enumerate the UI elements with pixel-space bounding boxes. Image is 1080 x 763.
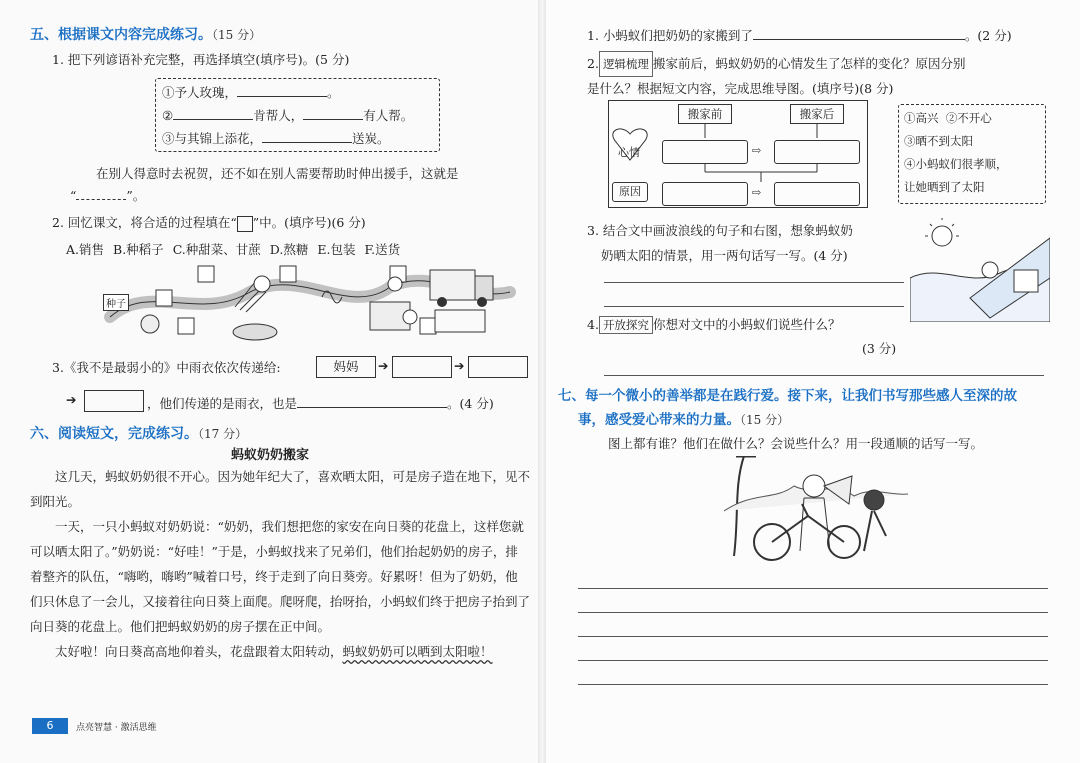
seed-sign: 种子 <box>103 294 129 311</box>
raincoat-box-4[interactable] <box>84 390 144 412</box>
proverb-3: ③与其锦上添花， 送炭。 <box>162 131 390 146</box>
sec5-q3-tail: ，他们传递的是雨衣，也是 。(4 分) <box>147 396 494 411</box>
sec5-q1-fill: “ ”。 <box>70 188 146 203</box>
wavy-sentence: 蚂蚁奶奶可以晒到太阳啦！ <box>342 644 493 659</box>
raincoat-box-mom: 妈妈 <box>316 356 376 378</box>
sunflower-illustration <box>910 218 1050 322</box>
story-para-1: 这几天，蚂蚁奶奶很不开心。因为她年纪大了，喜欢晒太阳，可是房子造在地下，见不到阳光。 <box>30 469 531 509</box>
process-blank-6 <box>420 318 436 334</box>
proverb-1: ①予人玫瑰， 。 <box>162 85 340 100</box>
choice-box: ①高兴 ②不开心 ③晒不到太阳 ④小蚂蚁们很孝顺， 让她晒到了太阳 <box>898 104 1046 204</box>
moved-to-blank[interactable] <box>753 28 965 40</box>
option-f: F.送货 <box>364 242 401 257</box>
helping-illustration <box>724 456 908 564</box>
proverb-1-blank[interactable] <box>237 85 327 97</box>
reason-arrow: ⇨ <box>752 186 762 199</box>
footer-slogan: 点亮智慧 · 激活思维 <box>76 723 157 733</box>
sec6-q4-score: (3 分) <box>862 341 897 356</box>
arrow-3: ➔ <box>66 392 77 407</box>
arrow-2: ➔ <box>454 358 465 373</box>
mood-arrow: ⇨ <box>752 144 762 157</box>
essay-line-3[interactable] <box>578 636 1048 637</box>
mind-after: 搬家后 <box>790 104 844 124</box>
essay-line-4[interactable] <box>578 660 1048 661</box>
mind-mood-label: 心情 <box>618 146 640 159</box>
option-a: A.销售 <box>66 242 105 257</box>
raincoat-box-2[interactable] <box>392 356 452 378</box>
proverb-3-blank[interactable] <box>262 131 352 143</box>
process-blank-2 <box>280 266 296 282</box>
sec7-prompt: 图上都有谁？他们在做什么？会说些什么？用一段通顺的话写一写。 <box>608 436 984 451</box>
process-options <box>66 240 400 258</box>
tag-logic: 逻辑梳理 <box>599 51 653 77</box>
mind-reason-label: 原因 <box>612 182 648 202</box>
sec5-q3: 3.《我不是最弱小的》中雨衣依次传递给: <box>52 360 281 375</box>
book-spine <box>538 0 546 763</box>
option-d: D.熬糖 <box>269 242 309 257</box>
mind-before: 搬家前 <box>678 104 732 124</box>
sec6-q2: 2. 逻辑梳理 搬家前后，蚂蚁奶奶的心情发生了怎样的变化？原因分别 是什么？根据短文内容，完成思维导图。(填序号)(8 分) <box>587 51 1052 101</box>
section5-title: 五、根据课文内容完成练习。（15 分） <box>30 27 262 43</box>
reason-before-blank[interactable] <box>662 182 748 206</box>
q3-answer-line-1[interactable] <box>604 282 904 283</box>
process-blank-1 <box>198 266 214 282</box>
sec5-q1: 1. 把下列谚语补充完整，再选择填空(填序号)。(5 分) <box>52 52 350 67</box>
reason-after-blank[interactable] <box>774 182 860 206</box>
raincoat-box-3[interactable] <box>468 356 528 378</box>
section7-title: 七、每一个微小的善举都是在践行爱。接下来，让我们书写那些感人至深的故 事，感受爱心带来的力量。（15 分） <box>558 388 1017 428</box>
essay-line-2[interactable] <box>578 612 1048 613</box>
process-blank-5 <box>178 318 194 334</box>
raincoat-meaning-blank[interactable] <box>297 396 447 408</box>
story-para-2: 一天，一只小蚂蚁对奶奶说：“奶奶，我们想把您的家安在向日葵的花盘上，这样您就可以晒太阳了。”奶奶说：“好哇！”于是，小蚂蚁找来了兄弟们，他们抬起奶奶的房子，排着整齐的队伍，“嗨哟，嗨哟”喊着口号，终于走到了向日葵旁。好累呀！但为了奶奶，他们只休息了一会儿，又接着往向日葵上面爬。爬呀爬，抬呀抬，小蚂蚁们终于把房子抬到了向日葵的花盘上。他们把蚂蚁奶奶的房子摆在正中间。 <box>30 519 531 634</box>
proverb-box <box>155 78 440 152</box>
essay-line-5[interactable] <box>578 684 1048 685</box>
mood-before-blank[interactable] <box>662 140 748 164</box>
proverb-answer-blank[interactable] <box>76 188 126 200</box>
story-para-3: 太好啦！向日葵高高地仰着头，花盘跟着太阳转动，蚂蚁奶奶可以晒到太阳啦！ <box>55 644 493 659</box>
story-title: 蚂蚁奶奶搬家 <box>230 448 309 463</box>
process-blank-4 <box>156 290 172 306</box>
sec5-q2: 2. 回忆课文，将合适的过程填在“ ”中。(填序号)(6 分) <box>52 215 366 230</box>
option-c: C.种甜菜、甘蔗 <box>172 242 261 257</box>
tag-open: 开放探究 <box>599 316 653 334</box>
proverb-2-blank-a[interactable] <box>173 108 253 120</box>
page-number: 6 <box>32 718 68 734</box>
essay-line-1[interactable] <box>578 588 1048 589</box>
sugar-process-illustration <box>90 262 530 347</box>
option-e: E.包装 <box>317 242 356 257</box>
sec5-q1-text: 在别人得意时去祝贺，还不如在别人需要帮助时伸出援手，这就是 <box>96 166 459 181</box>
arrow-1: ➔ <box>378 358 389 373</box>
q4-answer-line[interactable] <box>604 375 1044 376</box>
sec6-q3: 3. 结合文中画波浪线的句子和右图，想象蚂蚁奶 奶晒太阳的情景，用一两句话写一写。(4 分) <box>587 223 853 263</box>
blank-box-example <box>237 216 253 232</box>
sec6-q1: 1. 小蚂蚁们把奶奶的家搬到了 。(2 分) <box>587 28 1012 43</box>
option-b: B.种稻子 <box>113 242 164 257</box>
q3-answer-line-2[interactable] <box>604 306 904 307</box>
section6-title: 六、阅读短文，完成练习。（17 分） <box>30 426 248 442</box>
story-body <box>30 464 530 664</box>
proverb-2-blank-b[interactable] <box>303 108 363 120</box>
sec6-q4: 4. 开放探究 你想对文中的小蚂蚁们说些什么？ <box>587 317 841 332</box>
mood-after-blank[interactable] <box>774 140 860 164</box>
proverb-2: ② 肯帮人， 有人帮。 <box>162 108 414 123</box>
